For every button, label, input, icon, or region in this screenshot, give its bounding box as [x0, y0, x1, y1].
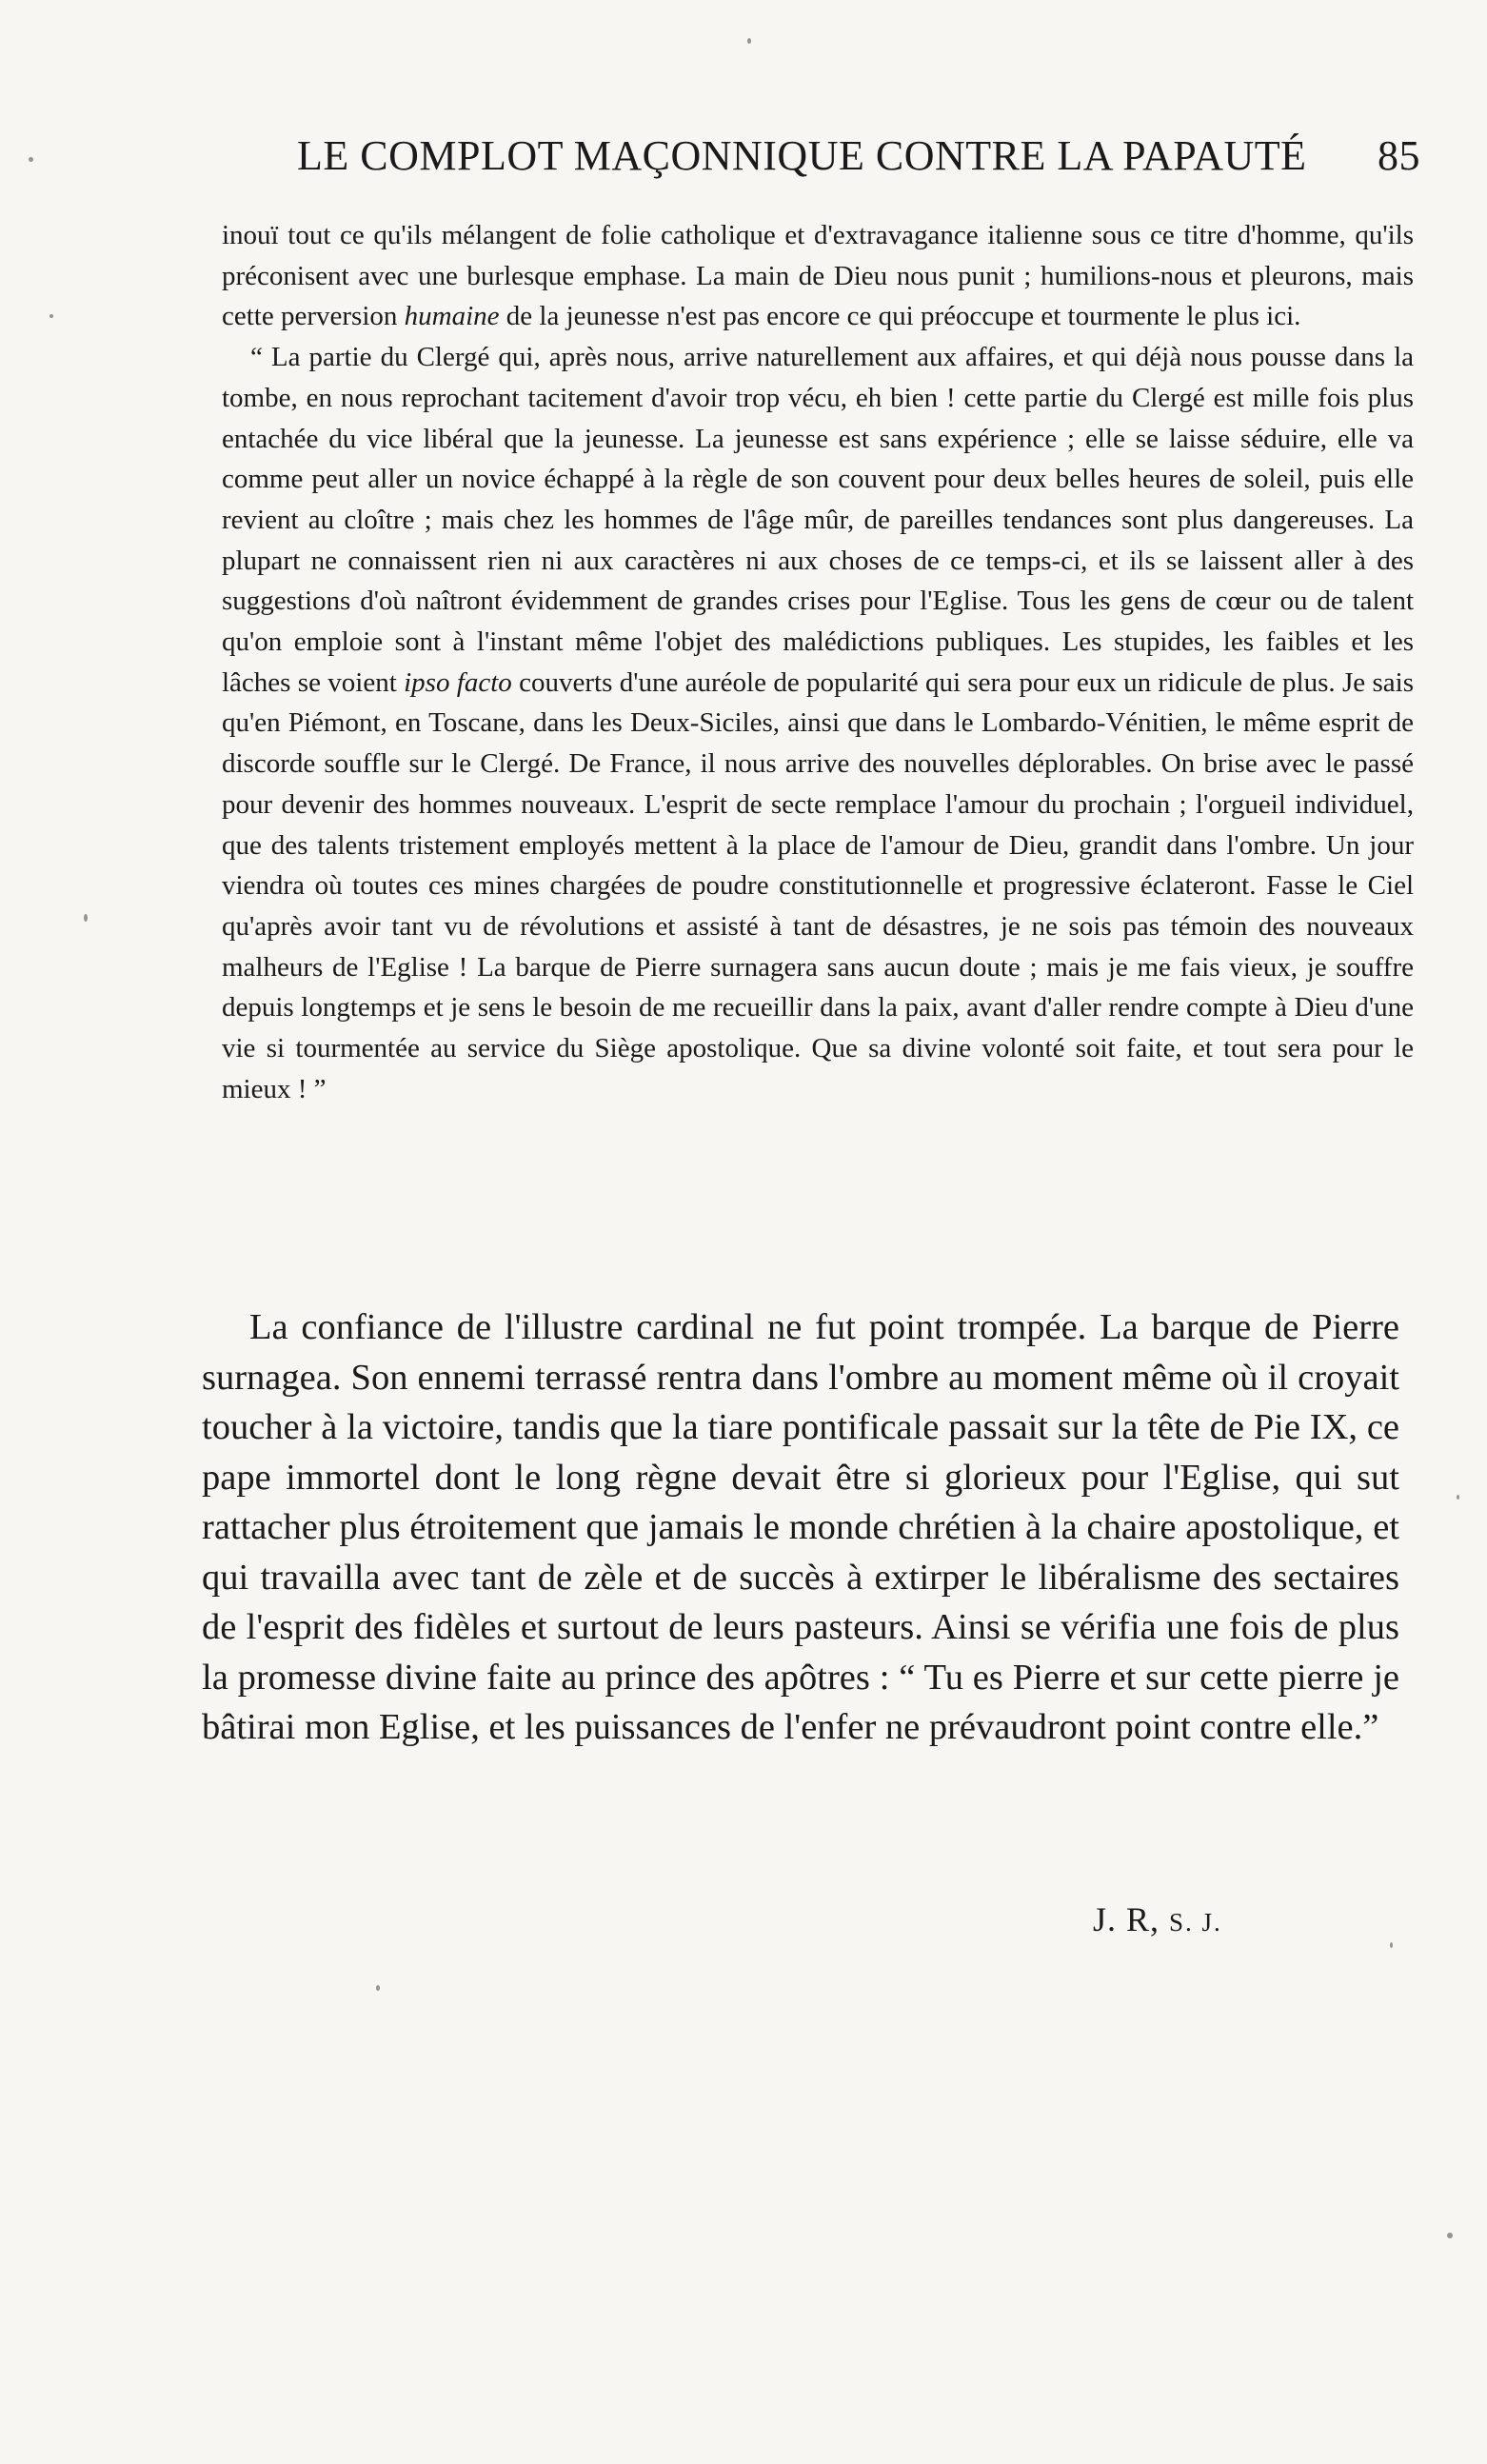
running-header: [297, 131, 1420, 189]
italic-emphasis: humaine: [404, 301, 500, 332]
quoted-letter: [222, 215, 1414, 1109]
author-initials: J. R,: [1093, 1900, 1160, 1938]
page-number: 85: [1378, 132, 1420, 179]
author-signature: [1093, 1899, 1222, 1939]
religious-order: S. J.: [1169, 1908, 1222, 1937]
italic-emphasis: ipso facto: [404, 666, 512, 698]
quote-paragraph-1: inouï tout ce qu'ils mélangent de folie catholique et d'extravagance italienne sous ce titre d'homme, qu'ils préconisent avec une burlesque emphase. La main de Dieu nous punit ; humilions-nous et pleurons, mais cette perversion humaine de la jeunesse n'est pas encore ce qui préoccupe et tourmente le plus ici.: [222, 220, 1414, 332]
scan-speck: [376, 1985, 380, 1991]
closing-paragraph: La confiance de l'illustre cardinal ne fut point trompée. La barque de Pierre surnagea. Son ennemi terrassé rentra dans l'ombre au moment même où il croyait toucher à la victoire, tandis que la tiare pontificale passait sur la tête de Pie IX, ce pape immortel dont le long règne devait être si glorieux pour l'Eglise, qui sut rattacher plus étroitement que jamais le monde chrétien à la chaire apostolique, et qui travailla avec tant de zèle et de succès à extirper le libéralisme des sectaires de l'esprit des fidèles et surtout de leurs pasteurs. Ainsi se vérifia une fois de plus la promesse divine faite au prince des apôtres : “ Tu es Pierre et sur cette pierre je bâtirai mon Eglise, et les puissances de l'enfer ne prévaudront point contre elle.”: [202, 1307, 1399, 1747]
scan-speck: [29, 157, 33, 162]
scan-speck: [1447, 2233, 1453, 2238]
scan-speck: [50, 314, 53, 318]
scan-speck: [84, 914, 88, 922]
running-title: LE COMPLOT MAÇONNIQUE CONTRE LA PAPAUTÉ: [297, 132, 1307, 179]
body-text: [202, 1302, 1399, 1753]
scan-speck: [747, 38, 751, 44]
quote-paragraph-2: “ La partie du Clergé qui, après nous, arrive naturellement aux affaires, et qui déjà nous pousse dans la tombe, en nous reprochant tacitement d'avoir trop vécu, eh bien ! cette partie du Clergé est mille fois plus entachée du vice libéral que la jeunesse. La jeunesse est sans expérience ; elle se laisse séduire, elle va comme peut aller un novice échappé à la règle de son couvent pour deux belles heures de soleil, puis elle revient au cloître ; mais chez les hommes de l'âge mûr, de pareilles tendances sont plus dangereuses. La plupart ne connaissent rien ni aux caractères ni aux choses de ce temps-ci, et ils se laissent aller à des suggestions d'où naîtront évidemment de grandes crises pour l'Eglise. Tous les gens de cœur ou de talent qu'on emploie sont à l'instant même l'objet des malédictions publiques. Les stupides, les faibles et les lâches se voient ipso facto couverts d'une auréole de popularité qui sera pour eux un ridicule de plus. Je sais qu'en Piémont, en Toscane, dans les Deux-Siciles, ainsi que dans le Lombardo-Vénitien, le même esprit de discorde souffle sur le Clergé. De France, il nous arrive des nouvelles déplorables. On brise avec le passé pour devenir des hommes nouveaux. L'esprit de secte remplace l'amour du prochain ; l'orgueil individuel, que des talents tristement employés mettent à la place de l'amour de Dieu, grandit dans l'ombre. Un jour viendra où toutes ces mines chargées de poudre constitutionnelle et progressive éclateront. Fasse le Ciel qu'après avoir tant vu de révolutions et assisté à tant de désastres, je ne sois pas témoin des nouveaux malheurs de l'Eglise ! La barque de Pierre surnagera sans aucun doute ; mais je me fais vieux, je souffre depuis longtemps et je sens le besoin de me recueillir dans la paix, avant d'aller rendre compte à Dieu d'une vie si tourmentée au service du Siège apostolique. Que sa divine volonté soit faite, et tout sera pour le mieux ! ”: [222, 342, 1414, 1104]
scan-speck: [1390, 1942, 1393, 1948]
scan-speck: [1457, 1495, 1459, 1500]
